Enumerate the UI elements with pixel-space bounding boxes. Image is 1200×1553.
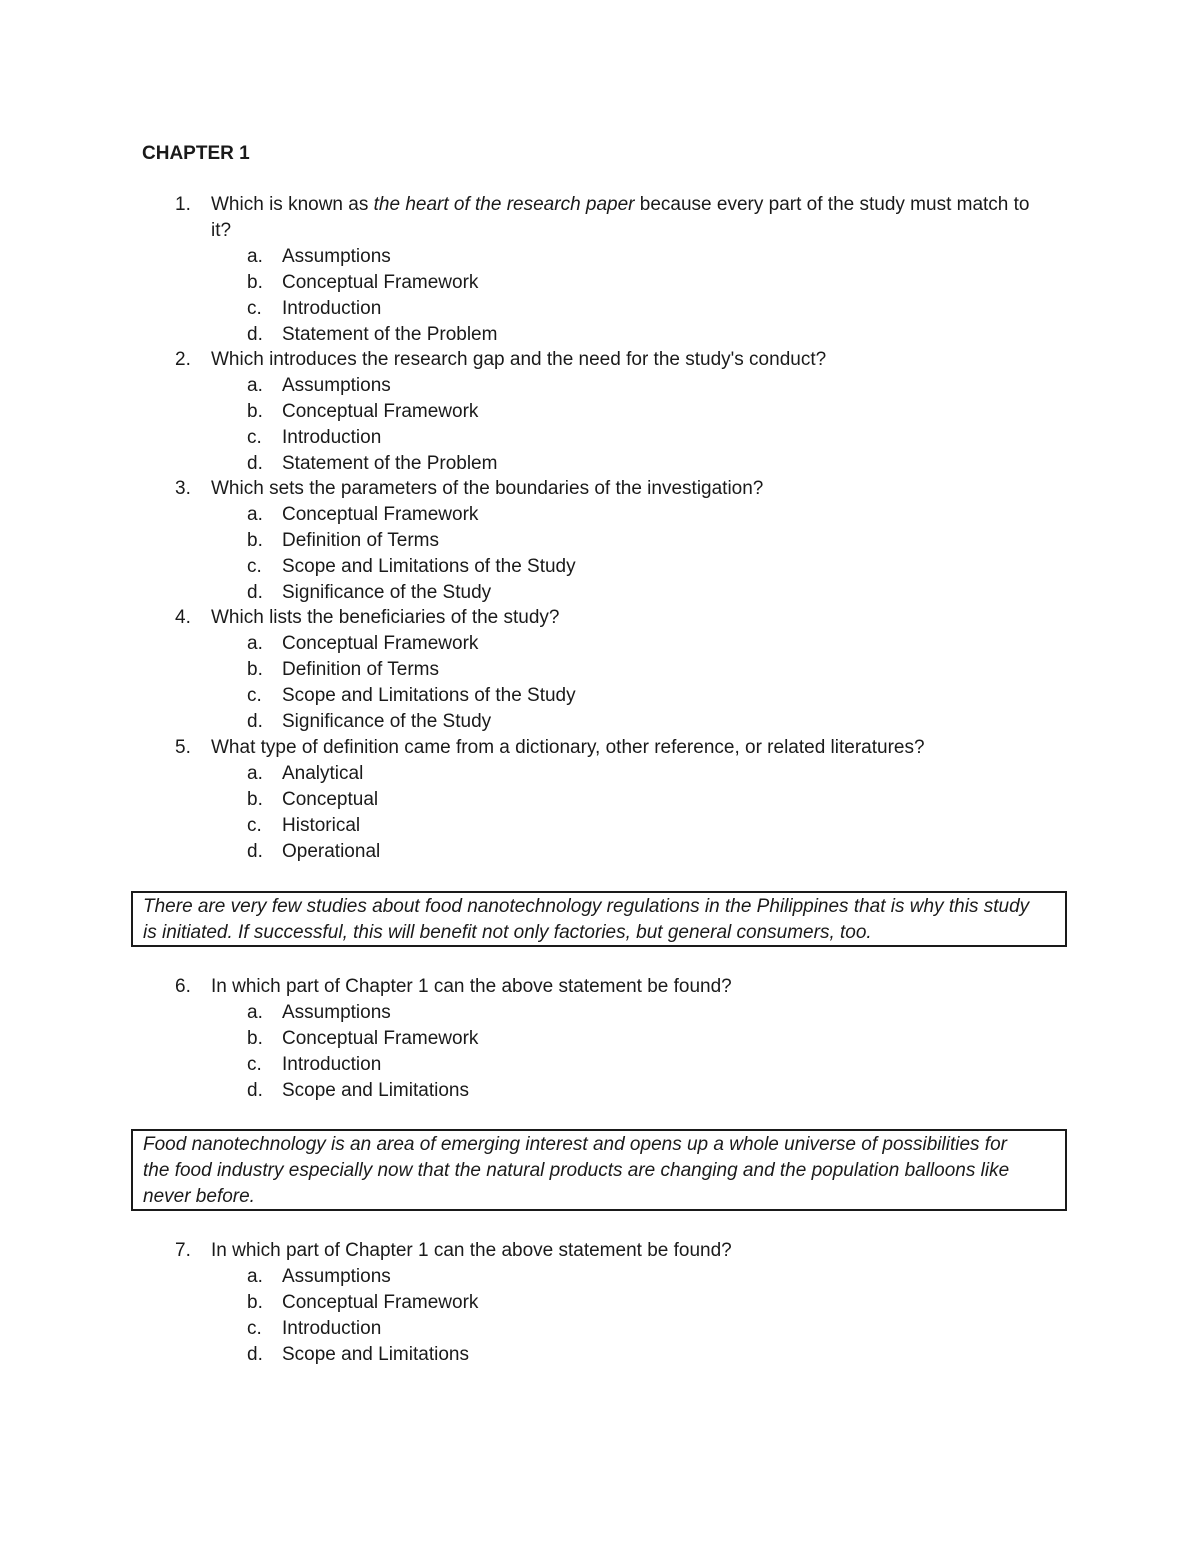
option-a[interactable]: a. Assumptions bbox=[247, 246, 391, 267]
option-c[interactable]: c. Introduction bbox=[247, 1054, 382, 1075]
question-number: 5. bbox=[175, 737, 191, 758]
question-number: 6. bbox=[175, 976, 191, 997]
option-d[interactable]: d. Operational bbox=[247, 841, 381, 862]
option-d[interactable]: d. Statement of the Problem bbox=[247, 324, 498, 345]
option-d[interactable]: d. Scope and Limitations bbox=[247, 1344, 469, 1365]
question-number: 7. bbox=[175, 1240, 191, 1261]
option-d[interactable]: d. Statement of the Problem bbox=[247, 453, 498, 474]
question-7 bbox=[0, 1238, 1200, 1368]
option-b[interactable]: b. Conceptual Framework bbox=[247, 401, 479, 422]
option-c[interactable]: c. Introduction bbox=[247, 427, 382, 448]
option-c[interactable]: c. Scope and Limitations of the Study bbox=[247, 685, 576, 706]
question-number: 1. bbox=[175, 194, 191, 215]
question-3 bbox=[0, 476, 1200, 606]
question-6 bbox=[0, 974, 1200, 1104]
option-a[interactable]: a. Conceptual Framework bbox=[247, 633, 479, 654]
option-b[interactable]: b. Conceptual Framework bbox=[247, 1028, 479, 1049]
statement-line: the food industry especially now that the natural products are changing and the population balloons like bbox=[143, 1160, 1010, 1181]
option-a[interactable]: a. Analytical bbox=[247, 763, 364, 784]
option-c[interactable]: c. Introduction bbox=[247, 298, 382, 319]
question-number: 4. bbox=[175, 607, 191, 628]
statement-line: never before. bbox=[143, 1186, 255, 1207]
statement-box-2 bbox=[131, 1129, 1067, 1211]
option-c[interactable]: c. Scope and Limitations of the Study bbox=[247, 556, 576, 577]
statement-box-1 bbox=[131, 891, 1067, 947]
question-5 bbox=[0, 735, 1200, 865]
question-number: 3. bbox=[175, 478, 191, 499]
question-text: Which lists the beneficiaries of the study? bbox=[211, 607, 560, 628]
statement-line: Food nanotechnology is an area of emerging interest and opens up a whole universe of possibilities for bbox=[143, 1134, 1007, 1155]
option-c[interactable]: c. Historical bbox=[247, 815, 361, 836]
option-d[interactable]: d. Scope and Limitations bbox=[247, 1080, 469, 1101]
option-b[interactable]: b. Conceptual Framework bbox=[247, 1292, 479, 1313]
option-a[interactable]: a. Assumptions bbox=[247, 1266, 391, 1287]
option-d[interactable]: d. Significance of the Study bbox=[247, 711, 492, 732]
option-b[interactable]: b. Definition of Terms bbox=[247, 659, 439, 680]
question-text: What type of definition came from a dictionary, other reference, or related literatures? bbox=[211, 737, 925, 758]
option-a[interactable]: a. Assumptions bbox=[247, 1002, 391, 1023]
option-b[interactable]: b. Definition of Terms bbox=[247, 530, 439, 551]
question-text: Which sets the parameters of the boundaries of the investigation? bbox=[211, 478, 764, 499]
question-text: Which introduces the research gap and the need for the study's conduct? bbox=[211, 349, 827, 370]
option-a[interactable]: a. Assumptions bbox=[247, 375, 391, 396]
question-2 bbox=[0, 347, 1200, 477]
question-text: In which part of Chapter 1 can the above statement be found? bbox=[211, 1240, 732, 1261]
option-b[interactable]: b. Conceptual bbox=[247, 789, 379, 810]
statement-line: There are very few studies about food nanotechnology regulations in the Philippines that is why this study bbox=[143, 896, 1030, 917]
question-1 bbox=[0, 192, 1200, 348]
question-text-continued: it? bbox=[211, 220, 232, 241]
question-text: In which part of Chapter 1 can the above statement be found? bbox=[211, 976, 732, 997]
option-b[interactable]: b. Conceptual Framework bbox=[247, 272, 479, 293]
statement-line: is initiated. If successful, this will benefit not only factories, but general consumers, too. bbox=[143, 922, 872, 943]
question-number: 2. bbox=[175, 349, 191, 370]
option-c[interactable]: c. Introduction bbox=[247, 1318, 382, 1339]
option-a[interactable]: a. Conceptual Framework bbox=[247, 504, 479, 525]
option-d[interactable]: d. Significance of the Study bbox=[247, 582, 492, 603]
chapter-title: CHAPTER 1 bbox=[142, 143, 250, 164]
question-text: Which is known as the heart of the research paper because every part of the study must match to bbox=[211, 194, 1030, 215]
question-4 bbox=[0, 605, 1200, 735]
